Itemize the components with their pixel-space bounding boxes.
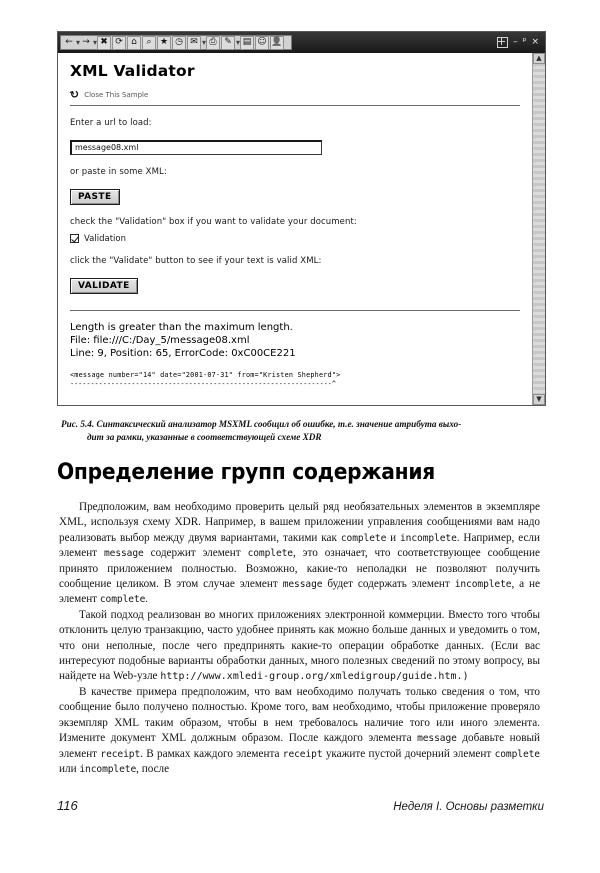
figure-caption-line-1: Рис. 5.4. Синтаксический анализатор MSXML сообщил об ошибке, т.е. значение атрибута выхо- xyxy=(61,419,462,429)
p1-code-4: complete xyxy=(247,548,293,560)
p3-code-2: receipt xyxy=(100,748,141,760)
close-sample-label: Close This Sample xyxy=(84,90,149,99)
p1-part-g: , а не элемент xyxy=(59,578,540,606)
close-sample-link[interactable] xyxy=(68,86,520,103)
p1-part-f: будет содержать элемент xyxy=(322,578,455,591)
validation-result-panel xyxy=(70,310,520,388)
body-text-column xyxy=(59,500,540,777)
p1-code-7: complete xyxy=(99,594,146,606)
paste-button[interactable]: PASTE xyxy=(70,189,120,205)
page-title: XML Validator xyxy=(70,62,195,80)
mail-icon[interactable]: ✉ xyxy=(187,36,201,50)
validation-checkbox-label: Validation xyxy=(84,233,126,244)
browser-titlebar xyxy=(58,32,545,53)
back-dropdown-arrow-icon[interactable]: ▾ xyxy=(76,38,81,47)
error-message-line-3: Line: 9, Position: 65, ErrorCode: 0xC00CE221 xyxy=(70,347,296,359)
figure-caption-line-2: дит за рамки, указанные в соответствующей схеме XDR xyxy=(87,432,322,442)
restore-grid-icon[interactable] xyxy=(497,37,508,48)
person-icon[interactable]: 👤 xyxy=(270,36,284,50)
page-footer xyxy=(57,798,544,813)
browser-toolbar[interactable] xyxy=(60,35,292,50)
paste-xml-label: or paste in some XML: xyxy=(70,166,167,177)
print-icon[interactable]: ⎙ xyxy=(206,36,220,50)
close-button[interactable]: × xyxy=(531,37,539,47)
validate-hint-label: click the "Validate" button to see if your text is valid XML: xyxy=(70,255,322,266)
url-input[interactable] xyxy=(70,140,322,155)
stop-icon[interactable]: ✖ xyxy=(97,36,111,50)
history-icon[interactable]: ◷ xyxy=(172,36,186,50)
p1-code-3: message xyxy=(103,548,144,560)
p3-part-d: укажите пустой дочерний элемент xyxy=(322,747,495,760)
p1-code-5: message xyxy=(282,579,323,591)
xml-validator-page xyxy=(58,53,532,405)
p1-part-e: , это означает, что соответствующее сообщение принято приложением полностью. Возможно, какие-то неполадки не позволяют получить сообщение целиком. В этом случае элемент xyxy=(59,547,540,591)
error-message-line-2: File: file:///C:/Day_5/message08.xml xyxy=(70,334,250,346)
forward-arrow-icon[interactable]: → xyxy=(82,37,90,47)
p3-part-e: или xyxy=(59,762,80,775)
error-message-line-1: Length is greater than the maximum length. xyxy=(70,321,293,333)
messenger-icon[interactable]: ☺ xyxy=(255,36,269,50)
figure-caption xyxy=(61,418,539,444)
back-arrow-icon[interactable]: ← xyxy=(65,37,73,47)
url-field-label: Enter a url to load: xyxy=(70,118,152,128)
divider-top xyxy=(70,105,520,106)
p1-part-c: . Например, если элемент xyxy=(59,531,540,560)
circular-arrow-icon: ↻ xyxy=(68,86,82,103)
p1-part-h: . xyxy=(145,593,149,606)
paragraph-1 xyxy=(59,500,540,608)
p3-part-c: . В рамках каждого элемента xyxy=(140,747,283,760)
home-icon[interactable]: ⌂ xyxy=(127,36,141,50)
xml-error-snippet: <message number="14" date="2001-07-31" from="Kristen Shepherd"> xyxy=(70,370,341,379)
favorites-icon[interactable]: ★ xyxy=(157,36,171,50)
edit-icon[interactable]: ✎ xyxy=(221,36,235,50)
search-icon[interactable]: ⌕ xyxy=(142,36,156,50)
p1-code-1: complete xyxy=(340,532,387,544)
validation-hint-label: check the "Validation" box if you want to validate your document: xyxy=(70,216,357,227)
validation-checkbox-row[interactable] xyxy=(70,234,520,244)
validate-button[interactable]: VALIDATE xyxy=(70,278,138,294)
forward-dropdown-arrow-icon[interactable]: ▾ xyxy=(93,38,98,47)
running-head: Неделя I. Основы разметки xyxy=(393,801,544,813)
p2-part-a: Такой подход реализован во многих приложениях электронной коммерции. Вместо того чтобы отклонить целую транзакцию, часто удобнее принять как можно больше данных и уведомить о том, что они неполные, после чего предпринять какие-то операции обработке данных. (Если вас интересуют подобные варианты обработки данных, много полезных сведений по этому вопросу, вы найдете на Web-узле xyxy=(59,608,540,683)
p3-part-b: добавьте новый элемент xyxy=(59,732,540,760)
edit-dropdown-arrow-icon[interactable]: ▾ xyxy=(236,38,241,47)
restore-button[interactable]: ᵖ xyxy=(522,37,527,47)
xml-error-pointer: ----------------------------------------------------------------^ xyxy=(70,379,336,388)
discuss-icon[interactable]: ▤ xyxy=(240,36,254,50)
paragraph-2 xyxy=(59,608,540,685)
paragraph-3 xyxy=(59,685,540,777)
minimize-button[interactable]: – xyxy=(513,37,518,47)
p3-part-f: , после xyxy=(136,762,170,775)
p2-url: http://www.xmledi-group.org/xmledigroup/guide.htm.) xyxy=(160,671,469,683)
refresh-icon[interactable]: ⟳ xyxy=(112,36,126,50)
browser-content xyxy=(58,53,545,405)
validation-checkbox[interactable] xyxy=(70,234,79,243)
p3-code-5: incomplete xyxy=(79,763,137,775)
p1-part-d: содержит элемент xyxy=(143,547,248,560)
figure-browser-screenshot xyxy=(57,31,546,406)
mail-dropdown-arrow-icon[interactable]: ▾ xyxy=(202,38,207,47)
p3-code-1: message xyxy=(417,733,457,745)
p1-part-a: Предположим, вам необходимо проверить целый ряд необязательных элементов в экземпляре XML, используя схему XDR. Например, в вашем приложении управления сообщениями вам надо реализовать выбор между двумя вариантами, такими как xyxy=(59,501,540,544)
p3-part-a: В качестве примера предположим, что вам необходимо получать только сведения о том, что сообщение было получено полностью. Кроме того, вам необходимо, чтобы приложение проверяло экземпляр XML таким образом, чтобы в нем требовалось наличие того или иного элемента. Измените документ XML должным образом. После каждого элемента xyxy=(59,685,540,745)
page-scrollbar[interactable] xyxy=(532,53,545,405)
window-controls[interactable] xyxy=(497,37,543,48)
p1-code-6: incomplete xyxy=(454,579,512,591)
p1-code-2: incomplete xyxy=(400,532,457,544)
p3-code-3: receipt xyxy=(282,748,323,760)
p3-code-4: complete xyxy=(494,748,540,760)
scroll-up-arrow-icon[interactable]: ▲ xyxy=(533,53,545,64)
section-heading: Определение групп содержания xyxy=(57,460,435,485)
p1-part-b: и xyxy=(386,531,400,544)
scroll-down-arrow-icon[interactable]: ▼ xyxy=(533,394,545,405)
page-number: 116 xyxy=(57,798,78,813)
